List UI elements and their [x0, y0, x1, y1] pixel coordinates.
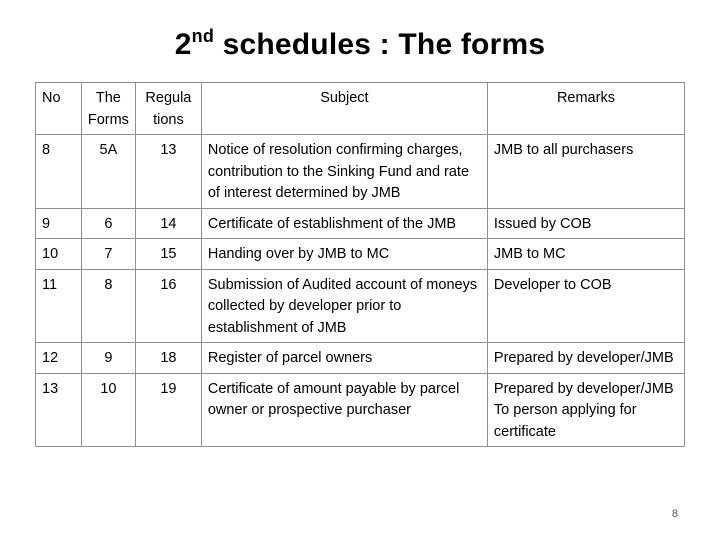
- table-header-row: [36, 83, 685, 135]
- cell-form: 7: [81, 239, 135, 270]
- cell-remarks: Issued by COB: [487, 208, 684, 239]
- cell-remarks: Prepared by developer/JMB To person applying for certificate: [487, 373, 684, 447]
- cell-no: 9: [36, 208, 82, 239]
- cell-form: 6: [81, 208, 135, 239]
- cell-subject: Certificate of amount payable by parcel owner or prospective purchaser: [201, 373, 487, 447]
- cell-regulation: 16: [135, 269, 201, 343]
- header-forms: The Forms: [81, 83, 135, 135]
- page-title: 2nd schedules : The forms: [174, 26, 546, 61]
- cell-no: 12: [36, 343, 82, 374]
- cell-form: 9: [81, 343, 135, 374]
- cell-form: 10: [81, 373, 135, 447]
- forms-table: [35, 82, 685, 447]
- cell-regulation: 13: [135, 135, 201, 209]
- page-number: 8: [671, 508, 678, 520]
- cell-regulation: 14: [135, 208, 201, 239]
- cell-form: 5A: [81, 135, 135, 209]
- cell-subject: Handing over by JMB to MC: [201, 239, 487, 270]
- cell-no: 11: [36, 269, 82, 343]
- cell-remarks: Developer to COB: [487, 269, 684, 343]
- cell-regulation: 19: [135, 373, 201, 447]
- cell-remarks: Prepared by developer/JMB: [487, 343, 684, 374]
- header-no: No: [36, 83, 82, 135]
- cell-subject: Certificate of establishment of the JMB: [201, 208, 487, 239]
- cell-no: 8: [36, 135, 82, 209]
- header-remarks: Remarks: [487, 83, 684, 135]
- cell-subject: Register of parcel owners: [201, 343, 487, 374]
- table-row: [36, 208, 685, 239]
- cell-no: 10: [36, 239, 82, 270]
- cell-remarks: JMB to all purchasers: [487, 135, 684, 209]
- cell-regulation: 18: [135, 343, 201, 374]
- cell-subject: Submission of Audited account of moneys collected by developer prior to establishment of JMB: [201, 269, 487, 343]
- header-regulations: Regula tions: [135, 83, 201, 135]
- table-row: [36, 269, 685, 343]
- cell-no: 13: [36, 373, 82, 447]
- cell-subject: Notice of resolution confirming charges, contribution to the Sinking Fund and rate of interest determined by JMB: [201, 135, 487, 209]
- header-subject: Subject: [201, 83, 487, 135]
- table-row: [36, 343, 685, 374]
- cell-regulation: 15: [135, 239, 201, 270]
- table-row: [36, 239, 685, 270]
- table-row: [36, 373, 685, 447]
- table-row: [36, 135, 685, 209]
- cell-form: 8: [81, 269, 135, 343]
- cell-remarks: JMB to MC: [487, 239, 684, 270]
